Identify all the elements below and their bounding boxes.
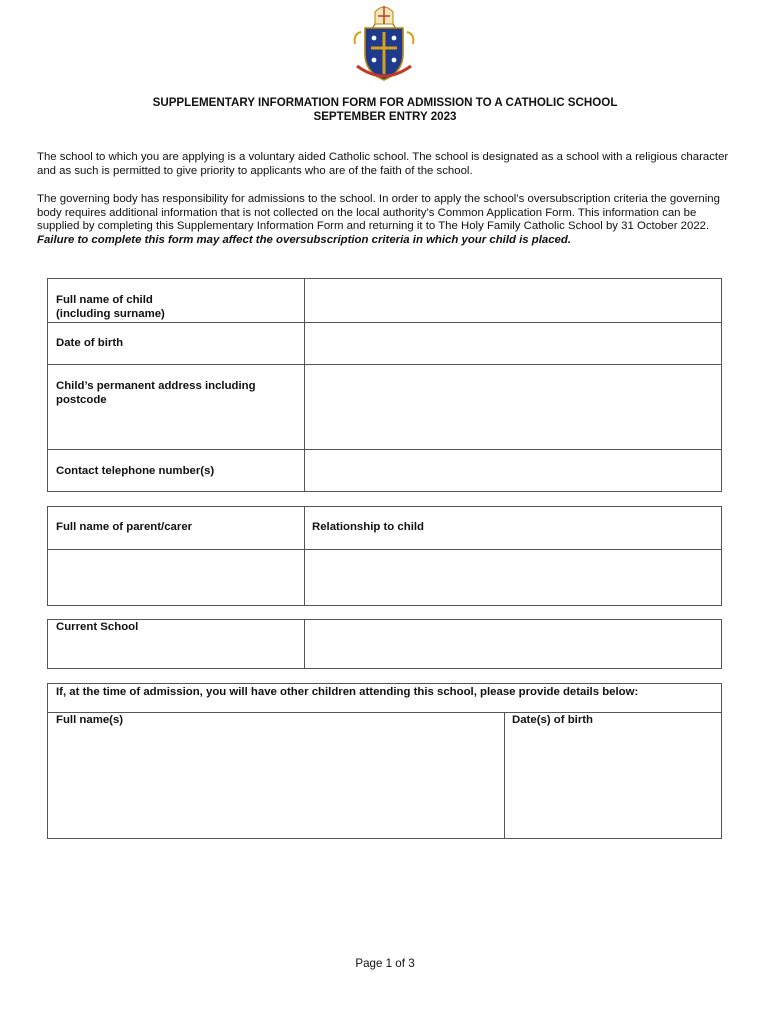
address-field[interactable] [305, 365, 721, 449]
governing-body-text: The governing body has responsibility for admissions to the school. In order to apply the school’s oversubscription criteria the governing body requires additional information that is not collected on the local authority’s Common Application Form. This information can be supplied by completing this Supplementary Information Form and returning it to The Holy Family Catholic School by 31 October 2022. [37, 193, 720, 233]
siblings-prompt: If, at the time of admission, you will have other children attending this school, please provide details below: [56, 686, 639, 698]
child-name-field[interactable] [305, 279, 721, 322]
date-of-birth-label: Date of birth [56, 337, 124, 349]
intro-paragraph: The school to which you are applying is a voluntary aided Catholic school. The school is designated as a school with a religious character and as such is permitted to give priority to applicants who are of the faith of the school. [37, 151, 729, 177]
form-title: SUPPLEMENTARY INFORMATION FORM FOR ADMISSION TO A CATHOLIC SCHOOL [152, 96, 618, 109]
siblings-name-label: Full name(s) [56, 714, 124, 726]
warning-text: Failure to complete this form may affect the oversubscription criteria in which your child is placed. [37, 233, 572, 246]
current-school-field[interactable] [305, 620, 721, 668]
current-school-table [47, 619, 722, 669]
parent-name-field[interactable] [48, 550, 304, 605]
row-divider [48, 712, 721, 713]
child-name-label: Full name of child (including surname) [56, 294, 165, 320]
diocesan-crest-logo [351, 4, 417, 84]
page-number: Page 1 of 3 [355, 957, 415, 970]
siblings-name-field[interactable] [48, 730, 504, 838]
child-details-table [47, 278, 722, 492]
relationship-field[interactable] [305, 550, 721, 605]
form-subtitle: SEPTEMBER ENTRY 2023 [313, 110, 457, 123]
parent-carer-table [47, 506, 722, 606]
current-school-label: Current School [56, 621, 139, 633]
siblings-dob-field[interactable] [505, 730, 721, 838]
address-label: Child’s permanent address including postcode [56, 380, 256, 406]
phone-field[interactable] [305, 450, 721, 491]
siblings-dob-label: Date(s) of birth [512, 714, 593, 726]
relationship-label: Relationship to child [312, 521, 425, 533]
governing-body-paragraph [37, 193, 737, 247]
phone-label: Contact telephone number(s) [56, 465, 215, 477]
siblings-table [47, 683, 722, 839]
date-of-birth-field[interactable] [305, 323, 721, 364]
parent-name-label: Full name of parent/carer [56, 521, 193, 533]
